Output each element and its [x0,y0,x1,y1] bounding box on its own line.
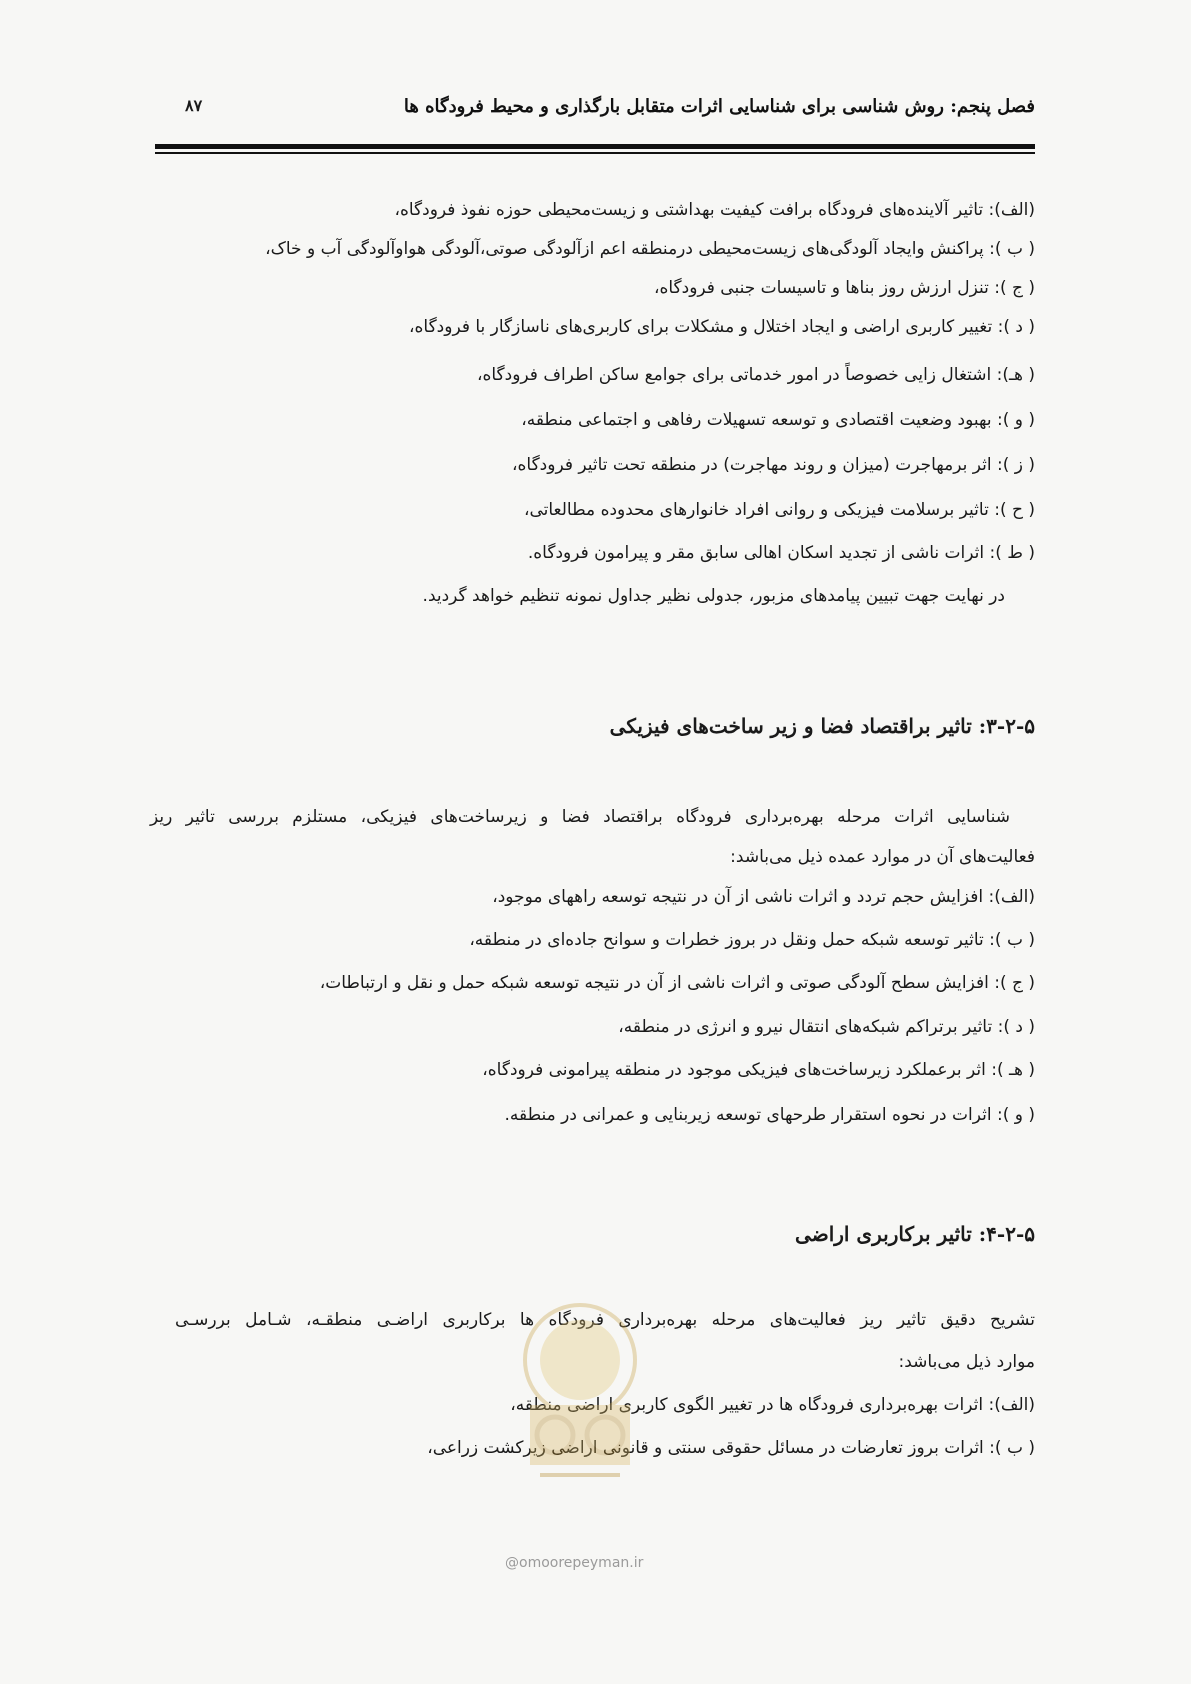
paragraph-line: فعالیت‌های آن در موارد عمده ذیل می‌باشد: [730,847,1035,867]
watermark-text: @omoorepeyman.ir [505,1555,644,1571]
page-number: ۸۷ [185,96,203,115]
list-item: ( ب ): تاثیر توسعه شبکه حمل ونقل در بروز خطرات و سوانح جاده‌ای در منطقه، [469,930,1035,950]
list-item: (الف): اثرات بهره‌برداری فرودگاه ها در تغییر الگوی کاربری اراضی منطقه، [510,1395,1035,1415]
paragraph-line: شناسایی اثرات مرحله بهره‌برداری فرودگاه براقتصاد فضا و زیرساخت‌های فیزیکی، مستلزم بررسی تاثیر ریز [150,807,1010,827]
list-item: (الف): تاثیر آلاینده‌های فرودگاه برافت کیفیت بهداشتی و زیست‌محیطی حوزه نفوذ فرودگاه، [394,200,1035,220]
list-item: ( و ): اثرات در نحوه استقرار طرحهای توسعه زیربنایی و عمرانی در منطقه. [504,1105,1035,1125]
header-rule-thin [155,152,1035,154]
list-item: ( ج ): افزایش سطح آلودگی صوتی و اثرات ناشی از آن در نتیجه توسعه شبکه حمل و نقل و ارتباطات، [319,973,1035,993]
page-header [155,92,1035,132]
chapter-title: فصل پنجم: روش شناسی برای شناسایی اثرات متقابل بارگذاری و محیط فرودگاه ها [403,96,1035,117]
impacts-list [150,200,1035,660]
list-item: ( ز ): اثر برمهاجرت (میزان و روند مهاجرت) در منطقه تحت تاثیر فرودگاه، [512,455,1035,475]
list-item: (الف): افزایش حجم تردد و اثرات ناشی از آن در نتیجه توسعه راههای موجود، [492,887,1035,907]
section-3-body [150,795,1035,1195]
section-heading: ۳-۲-۵: تاثیر براقتصاد فضا و زیر ساخت‌های فیزیکی [609,714,1035,738]
list-item: ( ط ): اثرات ناشی از تجدید اسکان اهالی سابق مقر و پیرامون فرودگاه. [527,543,1035,563]
list-item: ( ج ): تنزل ارزش روز بناها و تاسیسات جنبی فرودگاه، [653,278,1035,298]
list-item: ( ح ): تاثیر برسلامت فیزیکی و روانی افراد خانوارهای محدوده مطالعاتی، [523,500,1035,520]
list-item: ( و ): بهبود وضعیت اقتصادی و توسعه تسهیلات رفاهی و اجتماعی منطقه، [521,410,1035,430]
list-item: ( د ): تغییر کاربری اراضی و ایجاد اختلال و مشکلات برای کاربری‌های ناسازگار با فرودگاه، [409,317,1035,337]
closing-sentence: در نهایت جهت تبیین پیامدهای مزبور، جدولی نظیر جداول نمونه تنظیم خواهد گردید. [422,586,1005,606]
header-rule-thick [155,144,1035,149]
list-item: ( هـ): اشتغال زایی خصوصاً در امور خدماتی برای جوامع ساکن اطراف فرودگاه، [476,365,1035,385]
watermark-logo-icon [500,1300,660,1490]
paragraph-line: موارد ذیل می‌باشد: [898,1352,1035,1372]
section-heading: ۴-۲-۵: تاثیر برکاربری اراضی [795,1222,1035,1246]
paragraph-line: تشریح دقیق تاثیر ریز فعالیت‌های مرحله بهره‌برداری فرودگاه ها برکاربری اراضـی منطقـه، شـامل بررسـی [175,1310,1035,1330]
list-item: ( هـ ): اثر برعملکرد زیرساخت‌های فیزیکی موجود در منطقه پیرامونی فرودگاه، [482,1060,1035,1080]
list-item: ( د ): تاثیر برتراکم شبکه‌های انتقال نیرو و انرژی در منطقه، [618,1017,1035,1037]
list-item: ( ب ): اثرات بروز تعارضات در مسائل حقوقی سنتی و قانونی اراضی زیرکشت زراعی، [427,1438,1035,1458]
list-item: ( ب ): پراکنش وایجاد آلودگی‌های زیست‌محیطی درمنطقه اعم ازآلودگی صوتی،آلودگی هواوآلودگی آب و خاک، [265,239,1035,259]
